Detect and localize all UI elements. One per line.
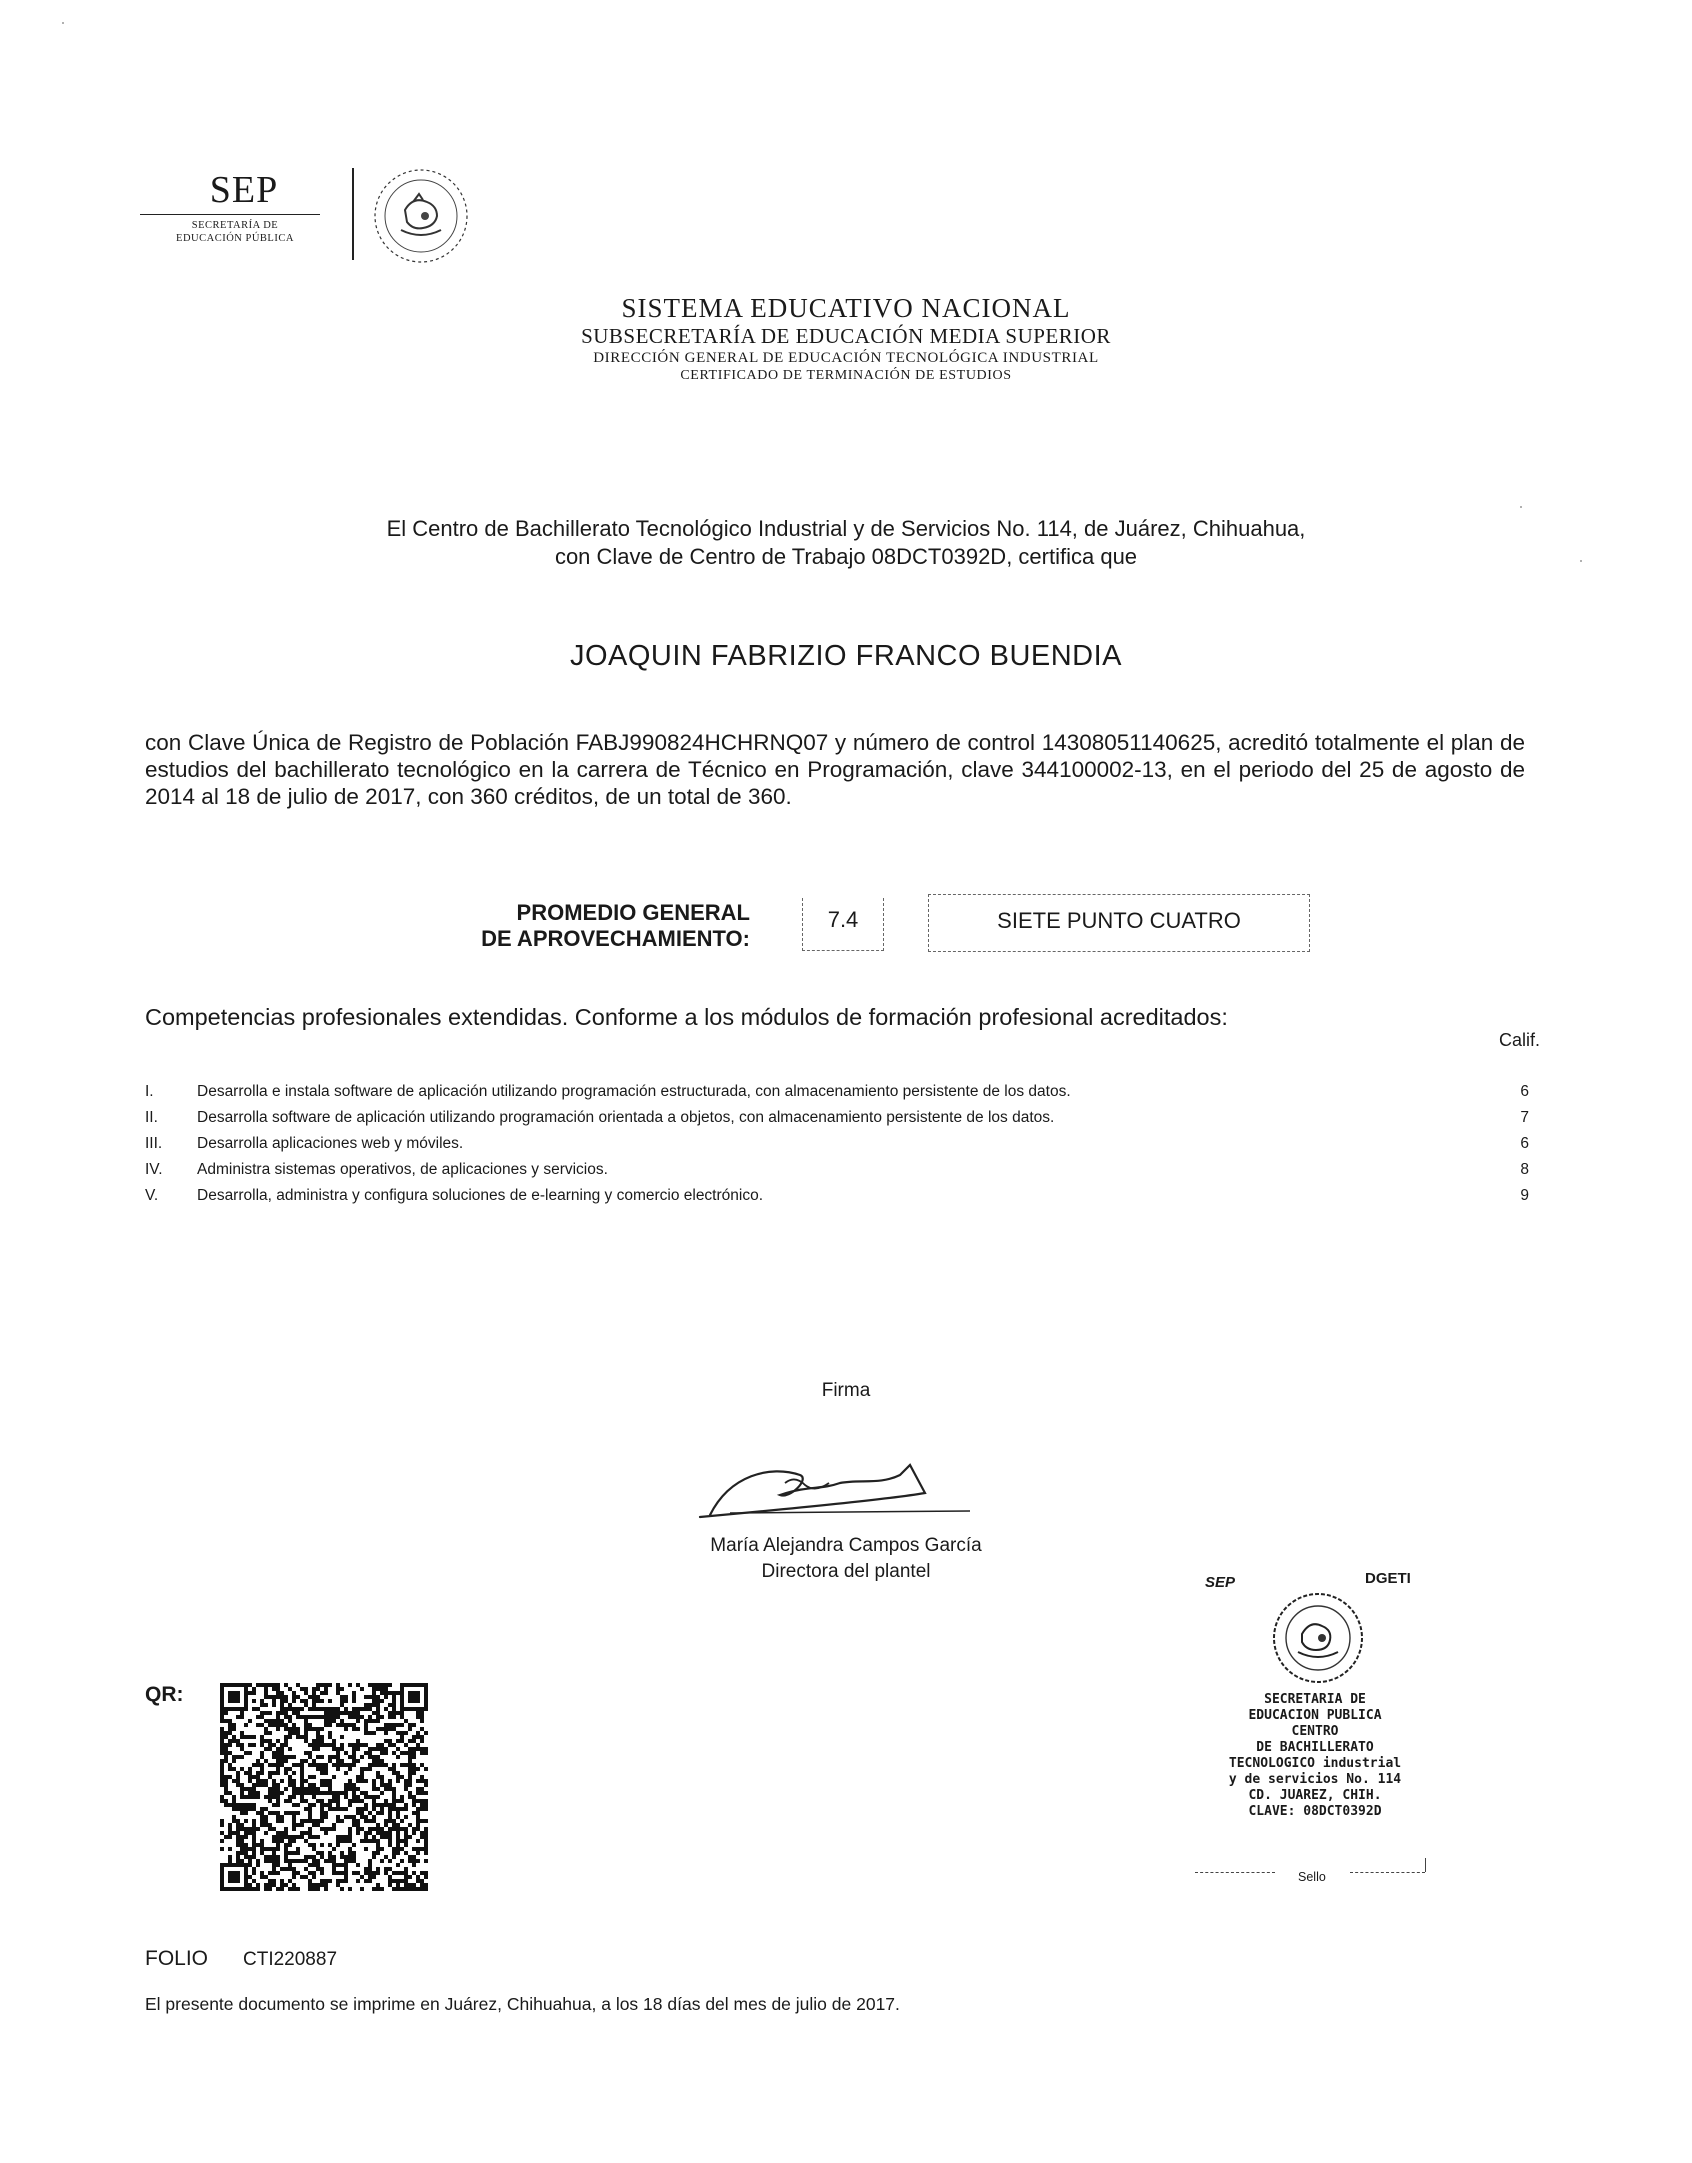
competency-text: Desarrolla software de aplicación utilizando programación orientada a objetos, con almacenamiento persistente de los datos. — [197, 1109, 1055, 1126]
competencies-title: Competencias profesionales extendidas. Conforme a los módulos de formación profesional acreditados: — [145, 1004, 1228, 1030]
stamp-rule-left — [1195, 1872, 1275, 1873]
document-type-title: CERTIFICADO DE TERMINACIÓN DE ESTUDIOS — [680, 368, 1012, 383]
competency-row — [145, 1109, 1545, 1135]
school-seal-icon — [1268, 1588, 1368, 1688]
stamp-line: CLAVE: 08DCT0392D — [1248, 1804, 1382, 1819]
competency-grade: 9 — [1520, 1187, 1529, 1204]
seal-label: Sello — [1298, 1870, 1326, 1884]
system-title: SISTEMA EDUCATIVO NACIONAL — [621, 293, 1071, 323]
sep-logo-rule — [140, 214, 320, 215]
competency-text: Desarrolla e instala software de aplicación utilizando programación estructurada, con almacenamiento persistente de los datos. — [197, 1083, 1071, 1100]
qr-code-icon — [220, 1683, 428, 1891]
competency-grade: 6 — [1520, 1135, 1529, 1152]
competency-row — [145, 1161, 1545, 1187]
grade-header: Calif. — [1498, 1030, 1540, 1050]
stamp-line: DE BACHILLERATO — [1256, 1740, 1374, 1755]
competency-number: III. — [145, 1135, 163, 1152]
sep-logo-subtitle-1: SECRETARÍA DE — [191, 220, 279, 231]
average-label-line-1: PROMEDIO GENERAL — [516, 900, 750, 925]
competency-row — [145, 1187, 1545, 1213]
scan-speck — [62, 22, 64, 24]
national-seal-icon — [365, 160, 477, 272]
folio-label: FOLIO — [145, 1947, 209, 1970]
average-label — [420, 900, 750, 952]
average-label-line-2: DE APROVECHAMIENTO: — [481, 926, 750, 951]
stamp-text — [1180, 1692, 1450, 1820]
stamp-line: SECRETARIA DE — [1264, 1692, 1366, 1707]
competency-number: II. — [145, 1109, 158, 1126]
stamp-line: CD. JUAREZ, CHIH. — [1248, 1788, 1382, 1803]
competency-number: I. — [145, 1083, 154, 1100]
average-value-words: SIETE PUNTO CUATRO — [928, 894, 1310, 952]
competency-text: Desarrolla, administra y configura soluciones de e-learning y comercio electrónico. — [197, 1187, 764, 1204]
handwritten-signature — [690, 1455, 990, 1535]
sep-logo — [140, 168, 330, 245]
average-value: 7.4 — [802, 898, 884, 951]
stamp-line: TECNOLOGICO industrial — [1228, 1756, 1402, 1771]
competency-grade: 6 — [1520, 1083, 1529, 1100]
intro-line-1: El Centro de Bachillerato Tecnológico Industrial y de Servicios No. 114, de Juárez, Chihuahua, — [386, 516, 1306, 541]
student-name: JOAQUIN FABRIZIO FRANCO BUENDIA — [569, 640, 1123, 672]
stamp-dgeti-label: DGETI — [1365, 1570, 1411, 1587]
competency-row — [145, 1135, 1545, 1161]
signer-name: María Alejandra Campos García — [710, 1535, 982, 1556]
header-divider — [352, 168, 354, 260]
intro-line-2: con Clave de Centro de Trabajo 08DCT0392D, certifica que — [554, 544, 1138, 569]
competency-text: Desarrolla aplicaciones web y móviles. — [197, 1135, 464, 1152]
stamp-line: CENTRO — [1291, 1724, 1339, 1739]
stamp-line: EDUCACION PUBLICA — [1248, 1708, 1382, 1723]
subsecretariat-title: SUBSECRETARÍA DE EDUCACIÓN MEDIA SUPERIOR — [581, 324, 1111, 348]
sep-logo-text: SEP — [209, 169, 279, 211]
scan-speck — [1580, 560, 1582, 562]
folio-value: CTI220887 — [243, 1949, 338, 1970]
stamp-sep-label: SEP — [1205, 1574, 1236, 1591]
certification-paragraph: con Clave Única de Registro de Población FABJ990824HCHRNQ07 y número de control 14308051140625, acreditó totalmente el plan de estudios del bachillerato tecnológico en la carrera de Técnico en Programación, clave 344100002-13, en el periodo del 25 de agosto de 2014 al 18 de julio de 2017, con 360 créditos, de un total de 360. — [145, 730, 1525, 809]
scan-speck — [1520, 506, 1522, 508]
competency-row — [145, 1083, 1545, 1109]
competency-grade: 7 — [1520, 1109, 1529, 1126]
direction-title: DIRECCIÓN GENERAL DE EDUCACIÓN TECNOLÓGICA INDUSTRIAL — [593, 350, 1099, 366]
signer-role: Directora del plantel — [761, 1561, 931, 1582]
stamp-line: y de servicios No. 114 — [1228, 1772, 1402, 1787]
competency-number: V. — [145, 1187, 159, 1204]
signature-label: Firma — [821, 1380, 871, 1401]
print-location-date: El presente documento se imprime en Juárez, Chihuahua, a los 18 días del mes de julio de 2017. — [145, 1994, 900, 2014]
competency-text: Administra sistemas operativos, de aplicaciones y servicios. — [197, 1161, 608, 1178]
qr-label: QR: — [145, 1683, 184, 1706]
sep-logo-subtitle-2: EDUCACIÓN PÚBLICA — [176, 233, 294, 244]
competency-grade: 8 — [1520, 1161, 1529, 1178]
competency-number: IV. — [145, 1161, 163, 1178]
stamp-rule-tick — [1425, 1858, 1426, 1872]
stamp-rule-right — [1350, 1872, 1425, 1873]
